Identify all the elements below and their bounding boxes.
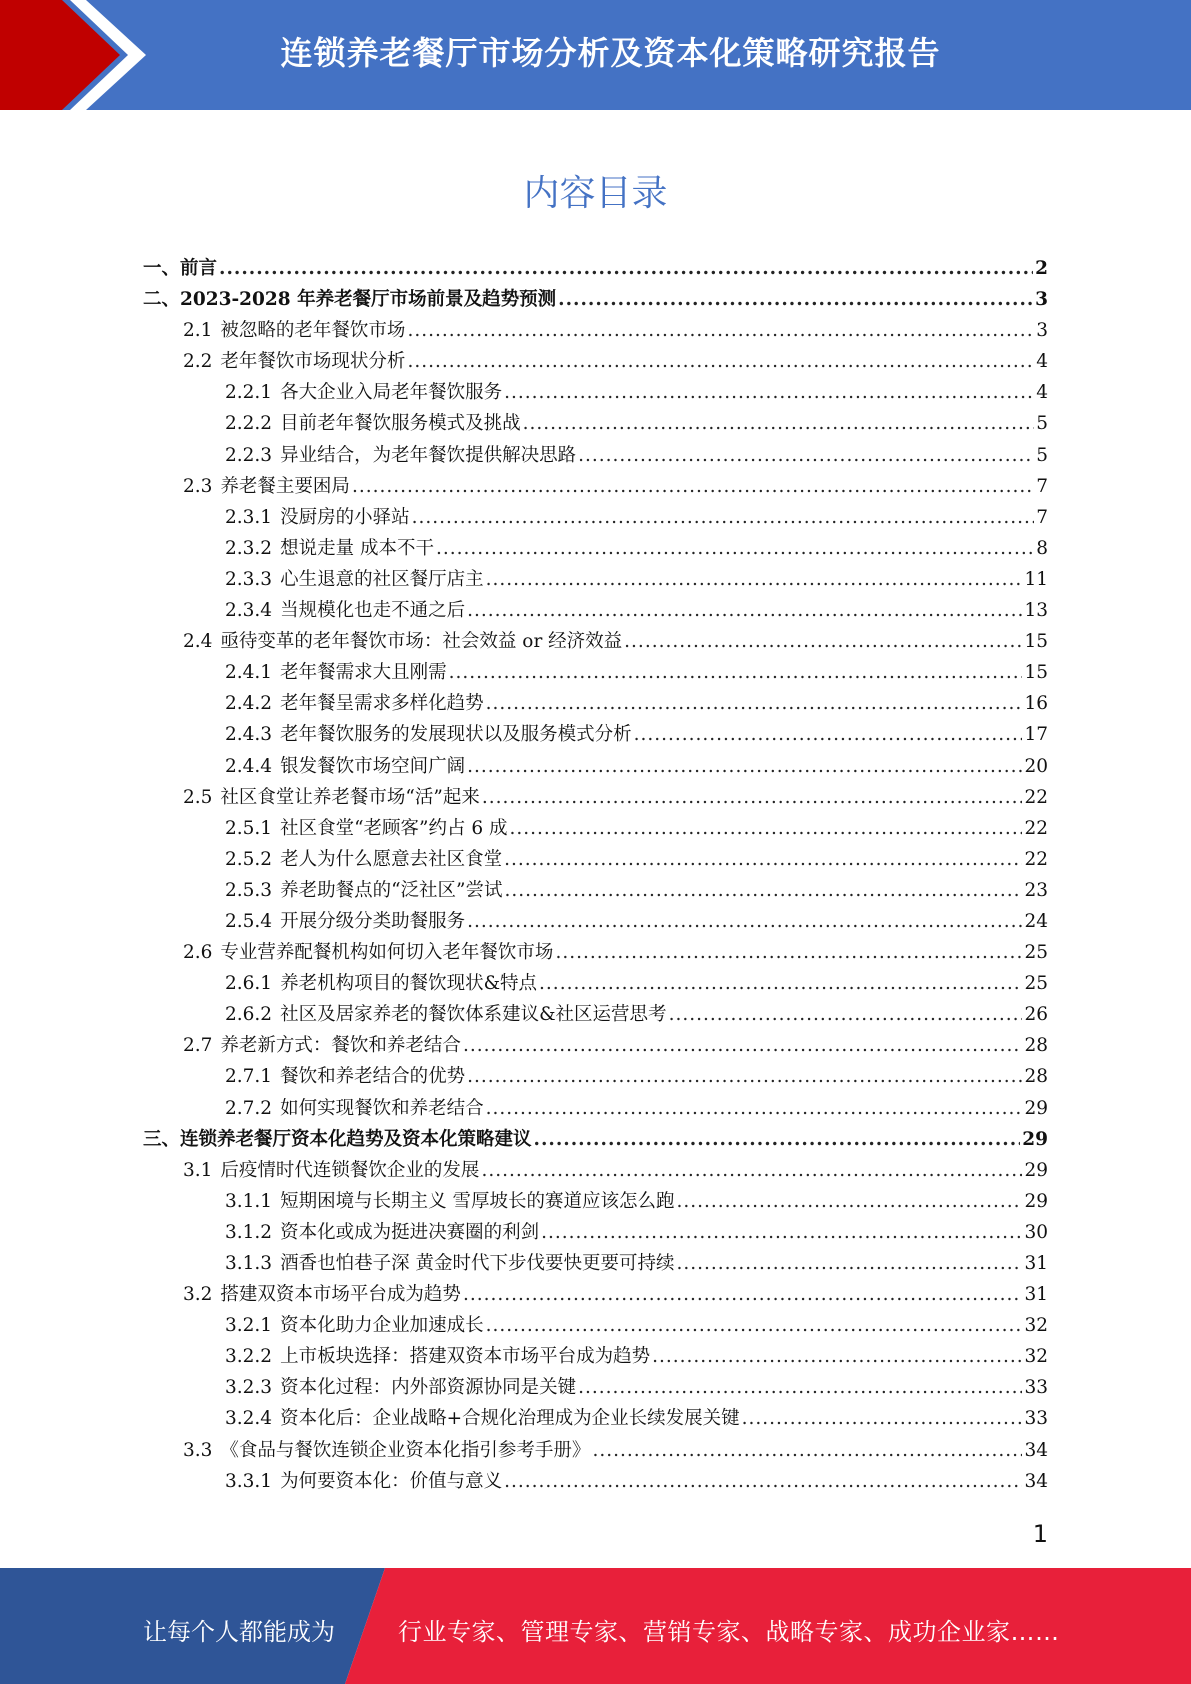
toc-dot-leader: [412, 507, 1035, 528]
toc-entry-title: 老人为什么愿意去社区食堂: [280, 848, 503, 870]
toc-heading: 内容目录: [523, 173, 668, 214]
toc-entry-number: 2.5.1: [225, 817, 273, 839]
toc-dot-leader: [407, 320, 1034, 341]
toc-entry[interactable]: [143, 409, 1048, 440]
toc-entry[interactable]: [143, 1031, 1048, 1062]
toc-entry[interactable]: [143, 1311, 1048, 1342]
toc-entry-page: 16: [1024, 693, 1048, 715]
toc-dot-leader: [486, 693, 1023, 714]
toc-entry[interactable]: [143, 1125, 1048, 1156]
toc-entry[interactable]: [143, 720, 1048, 751]
toc-entry[interactable]: [143, 689, 1048, 720]
footer-slogan-left: 让每个人都能成为: [143, 1618, 335, 1646]
toc-entry-number: 3.3.1: [225, 1470, 273, 1492]
toc-entry-page: 15: [1024, 662, 1048, 684]
toc-entry-page: 28: [1024, 1035, 1048, 1057]
toc-entry[interactable]: [143, 285, 1048, 316]
toc-entry[interactable]: [143, 969, 1048, 1000]
toc-entry-number: 二、: [143, 289, 181, 311]
toc-entry-number: 2.2: [183, 351, 213, 373]
toc-dot-leader: [352, 476, 1034, 497]
toc-entry-page: 26: [1024, 1004, 1048, 1026]
toc-entry[interactable]: [143, 254, 1048, 285]
toc-entry-number: 3.1.2: [225, 1221, 273, 1243]
toc-dot-leader: [504, 1471, 1022, 1492]
toc-dot-leader: [467, 1066, 1022, 1087]
toc-entry-page: 22: [1024, 817, 1048, 839]
toc-entry-number: 2.3.3: [225, 568, 273, 590]
toc-entry[interactable]: [143, 1280, 1048, 1311]
toc-entry-number: 3.1.1: [225, 1190, 273, 1212]
toc-dot-leader: [669, 1004, 1023, 1025]
toc-entry-number: 2.7.2: [225, 1097, 273, 1119]
toc-entry[interactable]: [143, 1436, 1048, 1467]
toc-entry-title: 老年餐呈需求多样化趋势: [280, 693, 484, 715]
toc-dot-leader: [467, 756, 1022, 777]
toc-entry-number: 2.2.3: [225, 444, 273, 466]
toc-entry-title: 老年餐饮市场现状分析: [220, 351, 406, 373]
toc-dot-leader: [467, 911, 1022, 932]
toc-entry-number: 2.3.4: [225, 600, 273, 622]
toc-entry-page: 33: [1024, 1377, 1048, 1399]
toc-entry-number: 2.1: [183, 320, 213, 342]
toc-entry-page: 34: [1024, 1439, 1048, 1461]
toc-entry-title: 想说走量 成本不干: [280, 537, 434, 559]
toc-entry-page: 33: [1024, 1408, 1048, 1430]
toc-entry-title: 当规模化也走不通之后: [280, 600, 466, 622]
toc-entry[interactable]: [143, 1373, 1048, 1404]
toc-dot-leader: [592, 1440, 1022, 1461]
toc-entry[interactable]: [143, 1467, 1048, 1498]
toc-entry-page: 31: [1024, 1253, 1048, 1274]
toc-entry-number: 2.7: [183, 1035, 213, 1057]
toc-entry[interactable]: [143, 1187, 1048, 1218]
toc-entry[interactable]: [143, 876, 1048, 907]
toc-entry[interactable]: [143, 783, 1048, 814]
table-of-contents: [143, 254, 1048, 1498]
toc-entry-page: 15: [1024, 631, 1048, 653]
toc-dot-leader: [463, 1284, 1023, 1305]
toc-dot-leader: [481, 1160, 1022, 1181]
toc-entry[interactable]: [143, 316, 1048, 347]
toc-entry[interactable]: [143, 472, 1048, 503]
toc-entry-page: 28: [1024, 1066, 1048, 1088]
toc-entry-title: 心生退意的社区餐厅店主: [280, 568, 484, 590]
toc-entry-title: 如何实现餐饮和养老结合: [280, 1097, 484, 1119]
toc-entry[interactable]: [143, 347, 1048, 378]
toc-entry-number: 3.2.2: [225, 1346, 273, 1368]
toc-entry-title: 社区食堂让养老餐市场“活”起来: [220, 786, 480, 808]
toc-entry-number: 2.5.4: [225, 910, 273, 932]
toc-entry[interactable]: [143, 658, 1048, 689]
toc-entry-number: 2.6.2: [225, 1004, 273, 1026]
toc-dot-leader: [634, 724, 1023, 745]
toc-entry-title: 《食品与餐饮连锁企业资本化指引参考手册》: [220, 1439, 591, 1461]
toc-entry-title: 亟待变革的老年餐饮市场：社会效益 or 经济效益: [220, 631, 623, 653]
toc-entry-title: 目前老年餐饮服务模式及挑战: [280, 413, 521, 435]
toc-dot-leader: [482, 787, 1023, 808]
toc-entry-number: 2.3.1: [225, 506, 273, 528]
footer-slogan-right: 行业专家、管理专家、营销专家、战略专家、成功企业家……: [398, 1618, 1060, 1646]
toc-entry-page: 29: [1022, 1128, 1048, 1150]
toc-entry-title: 上市板块选择：搭建双资本市场平台成为趋势: [280, 1346, 651, 1368]
toc-entry-title: 2023-2028 年养老餐厅市场前景及趋势预测: [180, 289, 557, 311]
toc-entry-title: 银发餐饮市场空间广阔: [280, 755, 466, 777]
toc-entry-number: 2.4.4: [225, 755, 273, 777]
toc-entry[interactable]: [143, 1156, 1048, 1187]
toc-entry-title: 被忽略的老年餐饮市场: [220, 320, 406, 342]
toc-entry-page: 13: [1024, 600, 1048, 622]
toc-dot-leader: [534, 1129, 1021, 1150]
toc-entry-page: 22: [1024, 786, 1048, 808]
toc-entry-number: 2.7.1: [225, 1066, 273, 1088]
toc-dot-leader: [486, 1098, 1023, 1119]
toc-dot-leader: [523, 413, 1035, 434]
toc-entry-title: 开展分级分类助餐服务: [280, 910, 466, 932]
toc-entry-title: 资本化后：企业战略+合规化治理成为企业长续发展关键: [280, 1408, 740, 1430]
toc-entry-number: 三、: [143, 1128, 181, 1150]
toc-entry[interactable]: [143, 627, 1048, 658]
toc-entry[interactable]: [143, 596, 1048, 627]
toc-entry-number: 3.2: [183, 1284, 213, 1306]
toc-dot-leader: [449, 662, 1023, 683]
document-title: 连锁养老餐厅市场分析及资本化策略研究报告: [280, 34, 941, 72]
toc-entry-page: 29: [1024, 1159, 1048, 1181]
toc-dot-leader: [504, 849, 1022, 870]
toc-entry-number: 2.3.2: [225, 537, 273, 559]
toc-dot-leader: [578, 445, 1034, 466]
toc-entry-title: 资本化或成为挺进决赛圈的利剑: [280, 1221, 540, 1243]
toc-entry-page: 29: [1024, 1097, 1048, 1119]
toc-entry-title: 酒香也怕巷子深 黄金时代下步伐要快更要可持续: [280, 1253, 675, 1274]
toc-entry-page: 4: [1036, 351, 1048, 373]
toc-dot-leader: [467, 600, 1022, 621]
toc-entry-number: 2.4.2: [225, 693, 273, 715]
toc-entry-page: 3: [1035, 289, 1048, 311]
toc-entry-number: 2.2.1: [225, 382, 273, 404]
toc-dot-leader: [558, 289, 1033, 310]
toc-entry-title: 搭建双资本市场平台成为趋势: [220, 1284, 461, 1306]
toc-entry-number: 3.2.3: [225, 1377, 273, 1399]
toc-entry-page: 5: [1036, 413, 1048, 435]
toc-dot-leader: [504, 382, 1034, 403]
toc-entry-title: 资本化助力企业加速成长: [280, 1315, 484, 1337]
toc-entry-page: 11: [1024, 568, 1048, 590]
toc-dot-leader: [539, 973, 1022, 994]
toc-entry[interactable]: [143, 1000, 1048, 1031]
toc-entry[interactable]: [143, 565, 1048, 596]
toc-entry-title: 各大企业入局老年餐饮服务: [280, 382, 503, 404]
toc-entry-title: 异业结合，为老年餐饮提供解决思路: [280, 444, 577, 466]
toc-entry-title: 前言: [180, 258, 218, 279]
toc-dot-leader: [436, 538, 1034, 559]
toc-entry-title: 老年餐需求大且刚需: [280, 662, 447, 684]
toc-entry-page: 32: [1024, 1346, 1048, 1368]
toc-dot-leader: [652, 1346, 1022, 1367]
header-bar: [0, 0, 1191, 110]
page-number: 1: [1032, 1520, 1048, 1548]
toc-entry-number: 2.5: [183, 786, 213, 808]
toc-entry-title: 社区及居家养老的餐饮体系建议&社区运营思考: [280, 1004, 667, 1026]
toc-entry[interactable]: [143, 1094, 1048, 1125]
toc-entry-title: 养老助餐点的“泛社区”尝试: [280, 879, 503, 901]
toc-entry-number: 2.6.1: [225, 973, 273, 995]
toc-dot-leader: [486, 1315, 1023, 1336]
toc-entry[interactable]: [143, 534, 1048, 565]
toc-entry[interactable]: [143, 814, 1048, 845]
toc-dot-leader: [510, 818, 1023, 839]
toc-entry-number: 3.3: [183, 1439, 213, 1461]
toc-entry[interactable]: [143, 1249, 1048, 1280]
toc-entry-page: 3: [1036, 320, 1048, 342]
toc-entry-number: 2.5.3: [225, 879, 273, 901]
toc-entry-number: 2.4.1: [225, 662, 273, 684]
toc-entry-number: 3.1: [183, 1159, 213, 1181]
toc-entry[interactable]: [143, 1342, 1048, 1373]
toc-dot-leader: [463, 1035, 1023, 1056]
toc-entry-title: 社区食堂“老顾客”约占 6 成: [280, 817, 508, 839]
toc-dot-leader: [624, 631, 1022, 652]
toc-entry[interactable]: [143, 845, 1048, 876]
toc-dot-leader: [541, 1222, 1022, 1243]
toc-entry-number: 2.4: [183, 631, 213, 653]
toc-entry-page: 23: [1024, 879, 1048, 901]
toc-dot-leader: [505, 880, 1023, 901]
toc-entry-number: 3.2.1: [225, 1315, 273, 1337]
toc-entry-title: 养老机构项目的餐饮现状&特点: [280, 973, 538, 995]
toc-entry-page: 20: [1024, 755, 1048, 777]
toc-entry[interactable]: [143, 1218, 1048, 1249]
toc-entry-page: 31: [1024, 1284, 1048, 1306]
toc-entry-page: 25: [1024, 973, 1048, 995]
toc-entry[interactable]: [143, 378, 1048, 409]
toc-entry-title: 养老餐主要困局: [220, 475, 350, 497]
toc-entry[interactable]: [143, 1404, 1048, 1435]
toc-entry-title: 为何要资本化：价值与意义: [280, 1470, 503, 1492]
toc-entry-number: 一、: [143, 258, 181, 279]
toc-entry-number: 2.4.3: [225, 724, 273, 746]
toc-entry-page: 4: [1036, 382, 1048, 404]
toc-entry-page: 5: [1036, 444, 1048, 466]
toc-entry-number: 3.2.4: [225, 1408, 273, 1430]
toc-entry-page: 34: [1024, 1470, 1048, 1492]
toc-entry[interactable]: [143, 938, 1048, 969]
toc-entry[interactable]: [143, 1062, 1048, 1093]
toc-entry[interactable]: [143, 441, 1048, 472]
toc-entry-title: 老年餐饮服务的发展现状以及服务模式分析: [280, 724, 632, 746]
toc-entry-number: 2.6: [183, 942, 213, 964]
toc-entry-page: 22: [1024, 848, 1048, 870]
toc-entry-title: 餐饮和养老结合的优势: [280, 1066, 466, 1088]
toc-dot-leader: [555, 942, 1022, 963]
toc-dot-leader: [407, 351, 1034, 372]
toc-entry-title: 专业营养配餐机构如何切入老年餐饮市场: [220, 942, 554, 964]
toc-dot-leader: [742, 1408, 1023, 1429]
toc-entry-title: 连锁养老餐厅资本化趋势及资本化策略建议: [180, 1128, 532, 1150]
toc-entry-number: 3.1.3: [225, 1253, 273, 1274]
toc-dot-leader: [578, 1377, 1022, 1398]
toc-entry-page: 8: [1036, 537, 1048, 559]
toc-entry-page: 30: [1024, 1221, 1048, 1243]
toc-entry[interactable]: [143, 752, 1048, 783]
toc-entry[interactable]: [143, 503, 1048, 534]
toc-entry-number: 2.5.2: [225, 848, 273, 870]
toc-dot-leader: [676, 1191, 1022, 1212]
toc-entry-page: 7: [1036, 475, 1048, 497]
toc-entry-page: 25: [1024, 942, 1048, 964]
toc-entry-page: 17: [1024, 724, 1048, 746]
toc-dot-leader: [219, 258, 1033, 279]
toc-entry-page: 29: [1024, 1190, 1048, 1212]
toc-entry-title: 后疫情时代连锁餐饮企业的发展: [220, 1159, 480, 1181]
toc-entry-title: 养老新方式：餐饮和养老结合: [220, 1035, 461, 1057]
toc-entry-number: 2.3: [183, 475, 213, 497]
toc-entry-page: 2: [1035, 258, 1048, 279]
toc-entry-page: 24: [1024, 910, 1048, 932]
toc-entry-title: 短期困境与长期主义 雪厚坡长的赛道应该怎么跑: [280, 1190, 675, 1212]
toc-dot-leader: [676, 1253, 1022, 1274]
toc-dot-leader: [486, 569, 1023, 590]
toc-entry-page: 32: [1024, 1315, 1048, 1337]
toc-entry-title: 资本化过程：内外部资源协同是关键: [280, 1377, 577, 1399]
toc-entry-title: 没厨房的小驿站: [280, 506, 410, 528]
toc-entry[interactable]: [143, 907, 1048, 938]
toc-entry-page: 7: [1036, 506, 1048, 528]
toc-entry-number: 2.2.2: [225, 413, 273, 435]
